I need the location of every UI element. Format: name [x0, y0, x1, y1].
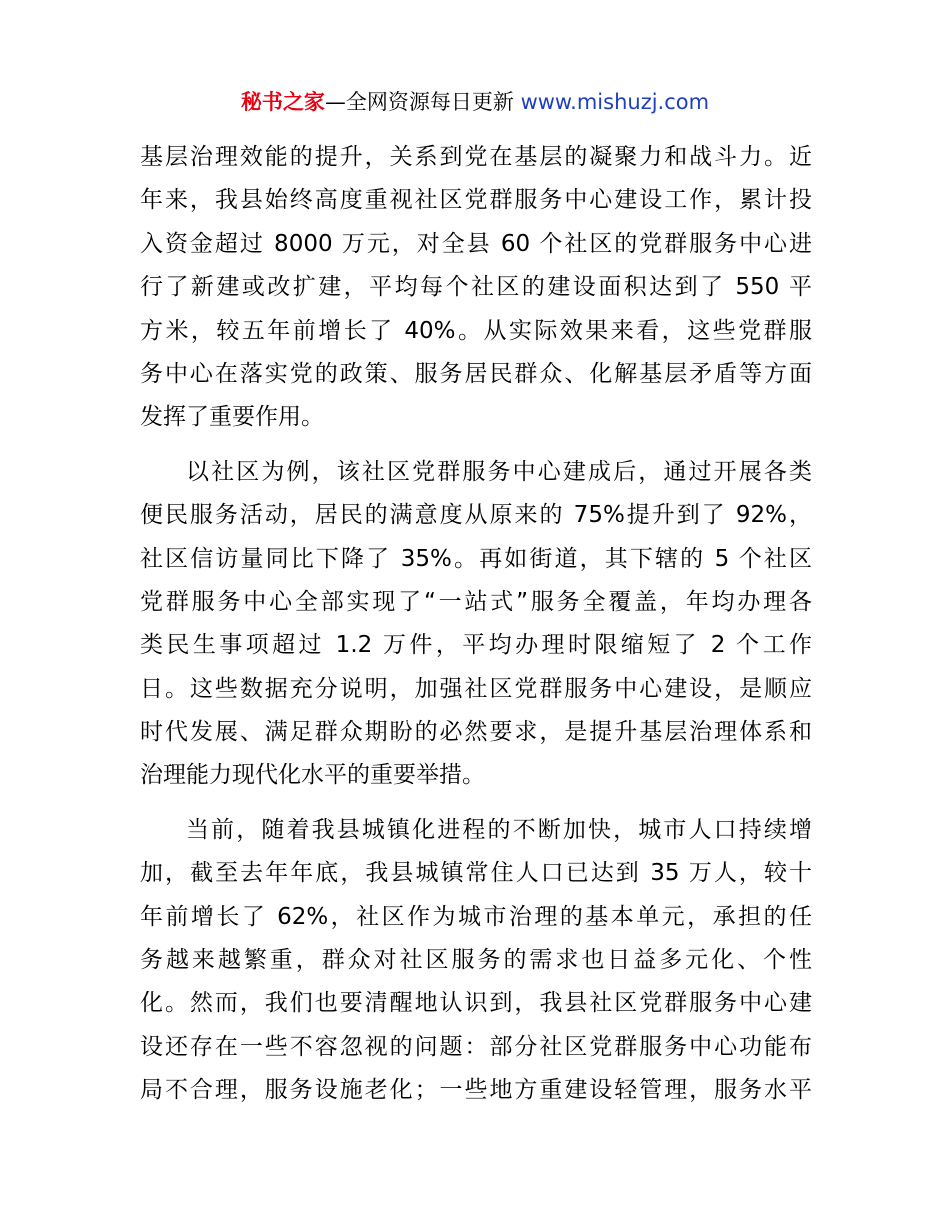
text-line: 行了新建或改扩建，平均每个社区的建设面积达到了 550 平 [140, 274, 812, 301]
text-line: 年来，我县始终高度重视社区党群服务中心建设工作，累计投 [140, 187, 812, 214]
document-body [140, 136, 812, 1113]
brand-name: 秘书之家 [240, 90, 325, 114]
text-line: 加，截至去年年底，我县城镇常住人口已达到 35 万人，较十 [140, 860, 812, 887]
text-line: 化。然而，我们也要清醒地认识到，我县社区党群服务中心建 [140, 990, 812, 1017]
text-line: 局不合理，服务设施老化；一些地方重建设轻管理，服务水平 [140, 1077, 812, 1104]
paragraph-gap [140, 440, 812, 451]
page-header [0, 86, 950, 118]
paragraph-gap [140, 798, 812, 809]
text-line: 社区信访量同比下降了 35%。再如街道，其下辖的 5 个社区 [140, 545, 812, 572]
text-line: 设还存在一些不容忽视的问题：部分社区党群服务中心功能布 [140, 1033, 812, 1060]
text-line: 务中心在落实党的政策、服务居民群众、化解基层矛盾等方面 [140, 360, 812, 387]
paragraph [140, 451, 812, 798]
text-line: 发挥了重要作用。 [140, 404, 324, 431]
text-line: 入资金超过 8000 万元，对全县 60 个社区的党群服务中心进 [140, 230, 812, 257]
text-line: 方米，较五年前增长了 40%。从实际效果来看，这些党群服 [140, 317, 812, 344]
paragraph [140, 809, 812, 1113]
text-line: 基层治理效能的提升，关系到党在基层的凝聚力和战斗力。近 [140, 144, 812, 170]
text-line: 以社区为例，该社区党群服务中心建成后，通过开展各类 [186, 458, 812, 485]
text-line: 时代发展、满足群众期盼的必然要求，是提升基层治理体系和 [140, 719, 812, 746]
header-tagline: —全网资源每日更新 [324, 90, 521, 114]
paragraph [140, 136, 812, 440]
site-url-link[interactable]: www.mishuzj.com [520, 90, 710, 114]
text-line: 日。这些数据充分说明，加强社区党群服务中心建设，是顺应 [140, 675, 812, 702]
text-line: 务越来越繁重，群众对社区服务的需求也日益多元化、个性 [140, 947, 812, 974]
text-line: 当前，随着我县城镇化进程的不断加快，城市人口持续增 [186, 816, 812, 843]
text-line: 年前增长了 62%，社区作为城市治理的基本单元，承担的任 [140, 903, 812, 930]
text-line: 类民生事项超过 1.2 万件，平均办理时限缩短了 2 个工作 [140, 632, 812, 659]
text-line: 党群服务中心全部实现了“一站式”服务全覆盖，年均办理各 [140, 588, 812, 615]
text-line: 治理能力现代化水平的重要举措。 [140, 762, 485, 789]
text-line: 便民服务活动，居民的满意度从原来的 75%提升到了 92%， [140, 502, 812, 529]
